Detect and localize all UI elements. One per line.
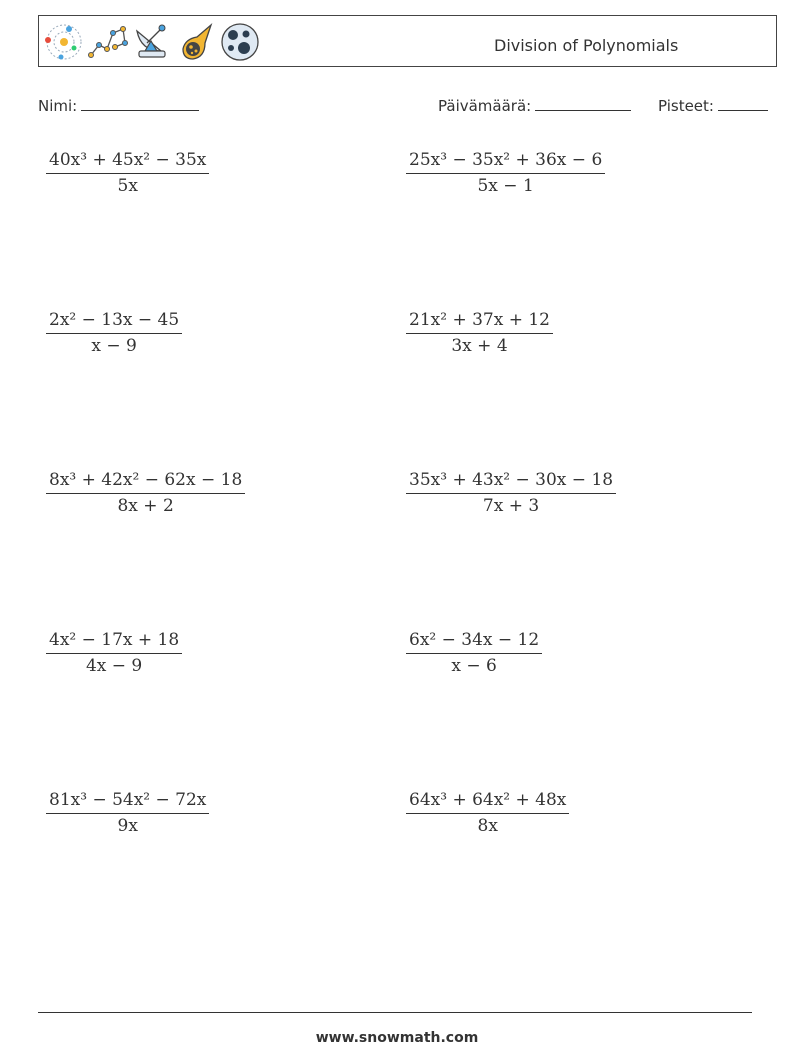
numerator: 64x³ + 64x² + 48x <box>409 790 567 810</box>
problem-10 <box>406 790 569 836</box>
fraction-bar <box>46 653 182 654</box>
worksheet-header <box>38 15 777 67</box>
problem-1 <box>46 150 209 196</box>
denominator: 9x <box>117 816 138 836</box>
numerator: 40x³ + 45x² − 35x <box>49 150 207 170</box>
fraction-bar <box>46 173 209 174</box>
numerator: 25x³ − 35x² + 36x − 6 <box>409 150 603 170</box>
problem-9 <box>46 790 209 836</box>
date-field <box>438 94 631 115</box>
denominator: 5x <box>117 176 138 196</box>
solar-system-icon <box>43 21 85 63</box>
fraction-bar <box>406 813 569 814</box>
footer-site[interactable]: www.snowmath.com <box>315 1030 479 1046</box>
denominator: 5x − 1 <box>477 176 534 196</box>
numerator: 21x² + 37x + 12 <box>409 310 550 330</box>
name-blank[interactable] <box>81 94 199 111</box>
denominator: x − 6 <box>451 656 497 676</box>
numerator: 8x³ + 42x² − 62x − 18 <box>49 470 243 490</box>
denominator: 7x + 3 <box>482 496 540 516</box>
problem-7 <box>46 630 182 676</box>
numerator: 6x² − 34x − 12 <box>409 630 540 650</box>
footer-divider <box>38 1012 752 1013</box>
moon-icon <box>219 21 261 63</box>
constellation-icon <box>87 21 129 63</box>
problem-5 <box>46 470 245 516</box>
problem-8 <box>406 630 542 676</box>
fraction-bar <box>406 493 616 494</box>
satellite-dish-icon <box>131 21 173 63</box>
denominator: 4x − 9 <box>85 656 143 676</box>
denominator: 8x + 2 <box>117 496 174 516</box>
fraction-bar <box>406 653 542 654</box>
problem-6 <box>406 470 616 516</box>
problem-2 <box>406 150 605 196</box>
meteor-icon <box>175 21 217 63</box>
fraction-bar <box>46 333 182 334</box>
date-blank[interactable] <box>535 94 631 111</box>
problem-3 <box>46 310 182 356</box>
numerator: 35x³ + 43x² − 30x − 18 <box>409 470 614 490</box>
score-blank[interactable] <box>718 94 768 111</box>
numerator: 2x² − 13x − 45 <box>49 310 180 330</box>
score-label: Pisteet: <box>658 97 714 115</box>
fraction-bar <box>406 333 553 334</box>
date-label: Päivämäärä: <box>438 97 532 115</box>
score-field <box>658 94 768 115</box>
name-field <box>38 94 199 115</box>
fraction-bar <box>406 173 605 174</box>
fraction-bar <box>46 493 245 494</box>
worksheet-title: Division of Polynomials <box>494 36 679 55</box>
header-icons <box>43 20 261 64</box>
problem-4 <box>406 310 553 356</box>
numerator: 81x³ − 54x² − 72x <box>49 790 207 810</box>
denominator: 8x <box>477 816 498 836</box>
numerator: 4x² − 17x + 18 <box>49 630 180 650</box>
denominator: 3x + 4 <box>451 336 508 356</box>
fraction-bar <box>46 813 209 814</box>
denominator: x − 9 <box>91 336 137 356</box>
name-label: Nimi: <box>38 97 78 115</box>
